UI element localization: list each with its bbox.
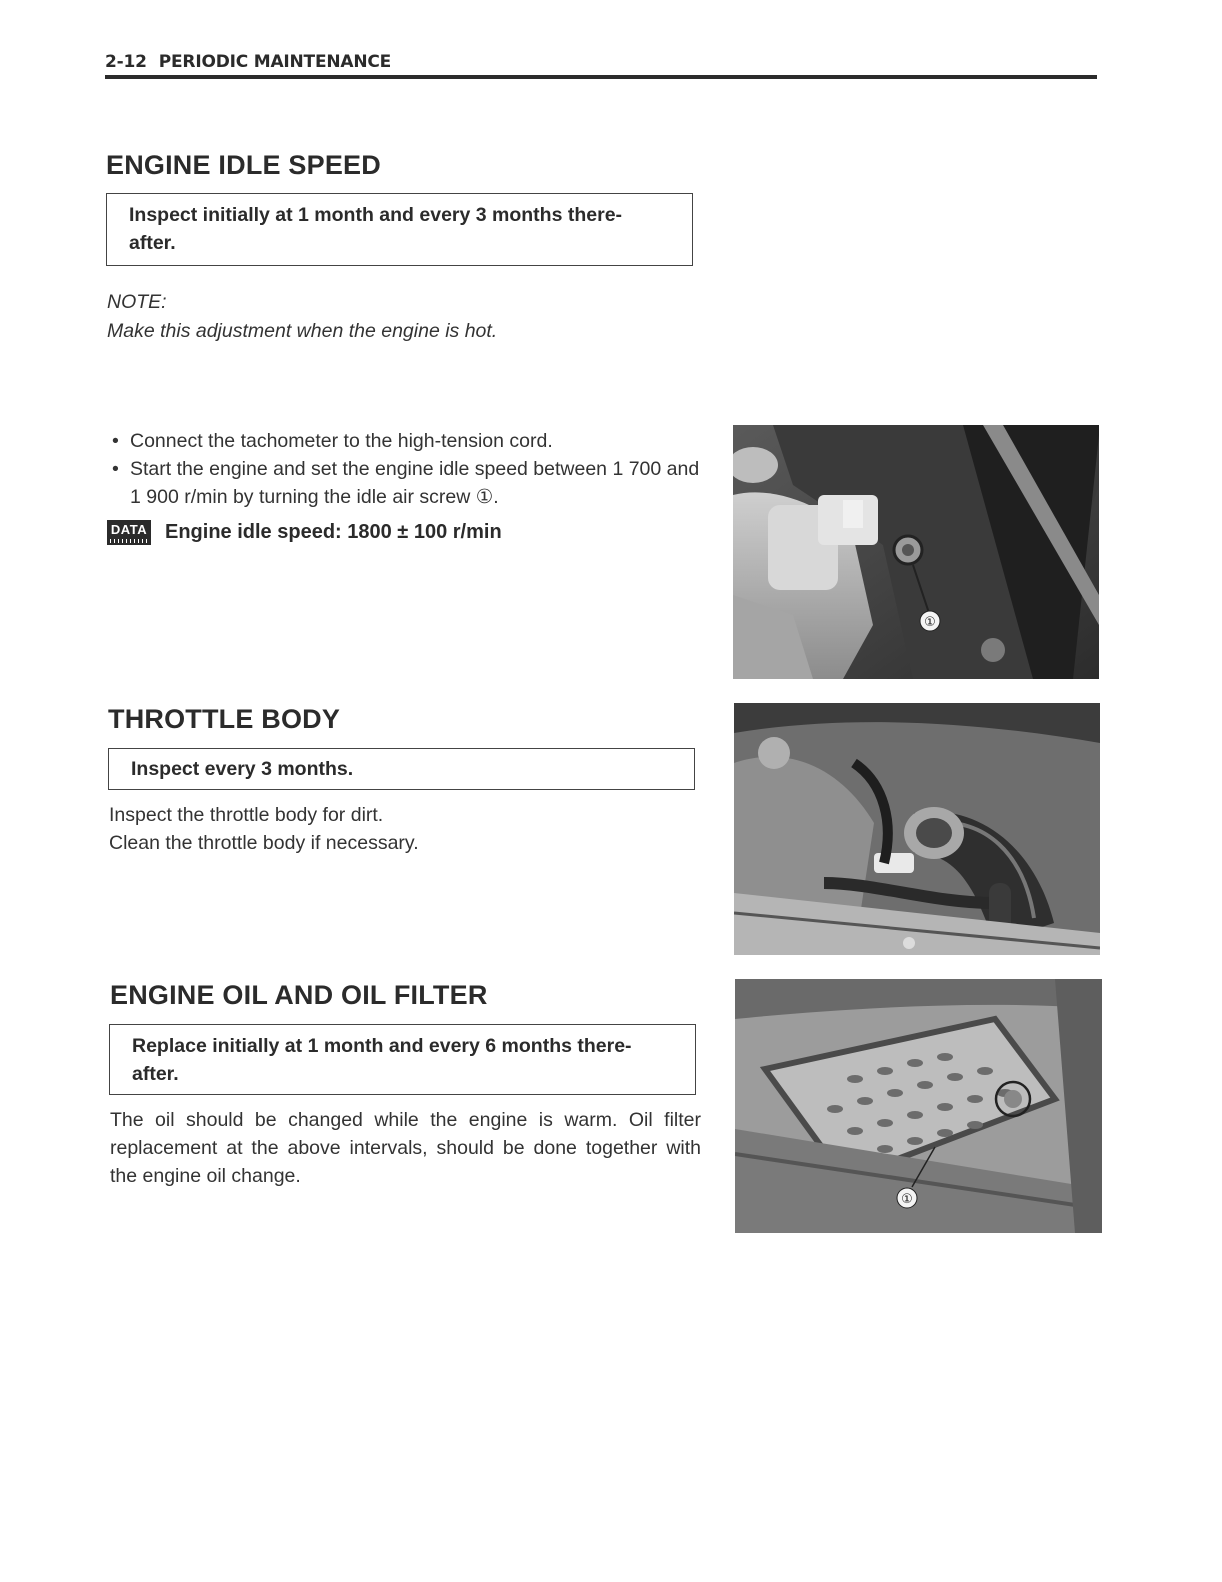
throttle-photo-graphic	[734, 703, 1100, 955]
oil-text: The oil should be changed while the engine is warm. Oil filter replacement at the above intervals, should be done together with the engine oil change.	[110, 1109, 701, 1187]
oil-interval-line2: after.	[132, 1063, 179, 1085]
photo1-callout: ①	[924, 615, 936, 630]
throttle-interval-box	[108, 748, 695, 790]
note-label: NOTE:	[107, 291, 167, 313]
idle-note	[107, 288, 497, 346]
idle-interval-box	[106, 193, 693, 266]
header-title: PERIODIC MAINTENANCE	[158, 52, 392, 72]
page-number: 2-12	[105, 52, 147, 72]
engine-photo-graphic	[733, 425, 1099, 679]
bullet: •	[112, 458, 119, 480]
list-item	[108, 427, 708, 455]
throttle-text	[109, 801, 419, 857]
oil-photo-graphic	[735, 979, 1102, 1233]
page-header	[105, 52, 1097, 79]
throttle-text-line2: Clean the throttle body if necessary.	[109, 832, 419, 854]
idle-speed-spec	[107, 520, 502, 545]
list-item	[108, 455, 708, 511]
idle-steps	[108, 427, 708, 511]
oil-interval-box	[109, 1024, 696, 1095]
idle-air-screw-photo	[733, 425, 1099, 679]
step-text: Start the engine and set the engine idle speed between 1 700 and 1 900 r/min by turning the idle air screw ①.	[130, 458, 700, 508]
bullet: •	[112, 430, 119, 452]
note-text: Make this adjustment when the engine is hot.	[107, 320, 498, 342]
data-icon	[107, 520, 151, 545]
step-text: Connect the tachometer to the high-tension cord.	[130, 430, 553, 452]
throttle-section-title: THROTTLE BODY	[108, 704, 341, 734]
oil-drain-photo	[735, 979, 1102, 1233]
idle-interval-line1: Inspect initially at 1 month and every 3 months there-	[129, 204, 623, 226]
spec-text: Engine idle speed: 1800 ± 100 r/min	[165, 521, 502, 543]
oil-section-title: ENGINE OIL AND OIL FILTER	[110, 980, 488, 1010]
idle-section-title: ENGINE IDLE SPEED	[106, 150, 381, 180]
throttle-text-line1: Inspect the throttle body for dirt.	[109, 804, 384, 826]
photo3-callout: ①	[901, 1192, 913, 1207]
idle-interval-line2: after.	[129, 232, 176, 254]
oil-interval-line1: Replace initially at 1 month and every 6 months there-	[132, 1035, 632, 1057]
data-icon-label: DATA	[110, 522, 148, 537]
throttle-interval: Inspect every 3 months.	[131, 758, 354, 780]
throttle-body-photo	[734, 703, 1100, 955]
